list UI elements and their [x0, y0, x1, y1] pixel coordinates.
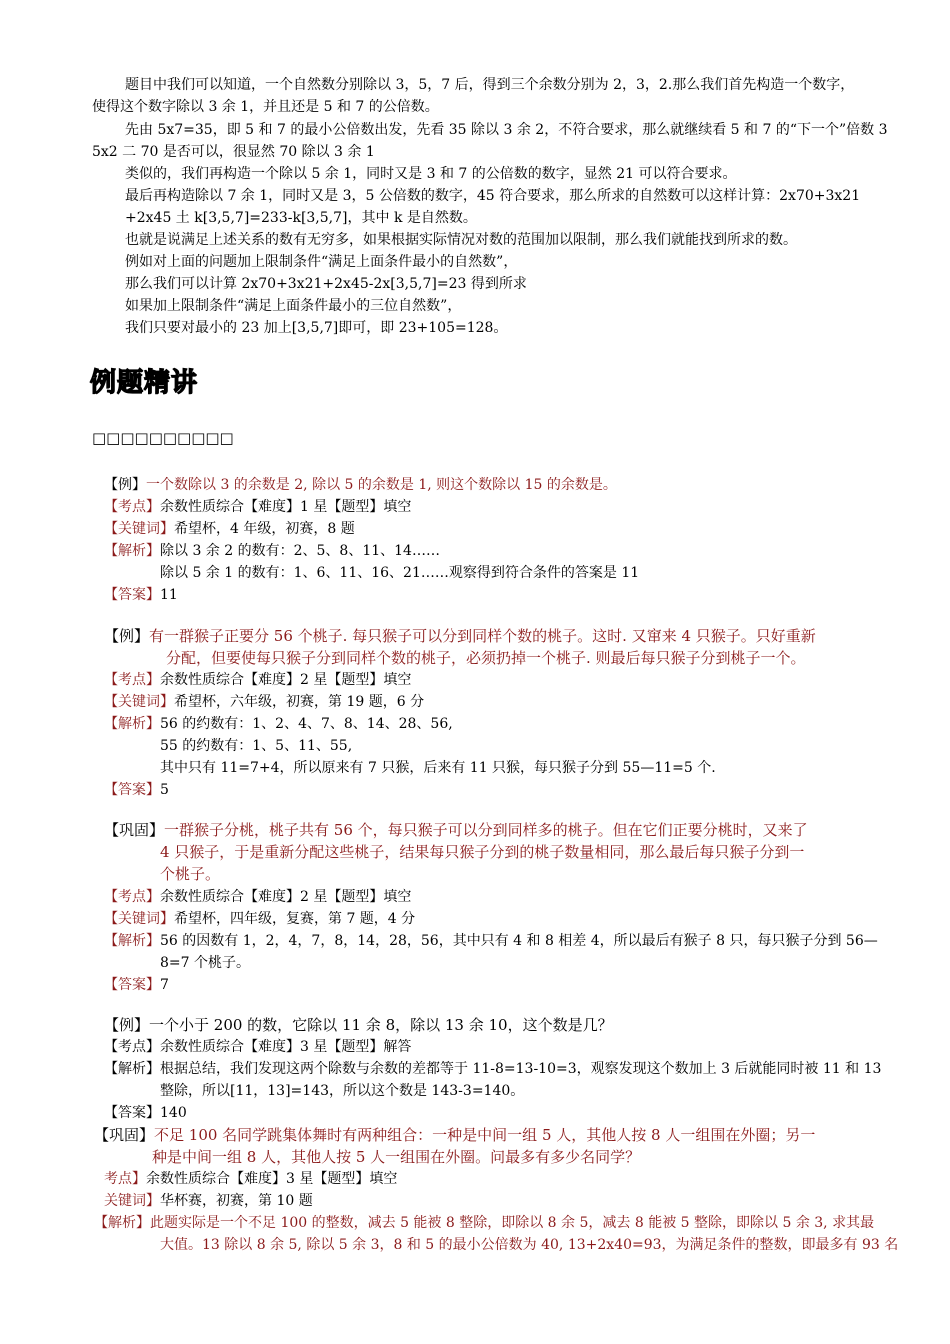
gg1-answer-tag: 【答案】: [104, 977, 160, 993]
ex2-keywords-tag: 【关键词】: [104, 694, 174, 710]
gg2-analysis-tag: 【解析】: [94, 1215, 150, 1231]
gg1-kaodian: 余数性质综合【难度】2 星【题型】填空: [160, 889, 412, 905]
ex3-answer: 140: [160, 1105, 187, 1121]
ex2-answer: 5: [160, 782, 169, 798]
ex3-analysis-1: 根据总结，我们发现这两个除数与余数的差都等于 11-8=13-10=3，观察发现这个数加上 3 后就能同时被 11 和 13: [160, 1061, 882, 1077]
ex2-question-line-1: [104, 627, 816, 645]
ex3-question-line: [104, 1016, 613, 1034]
intro-line-5: 类似的，我们再构造一个除以 5 余 1，同时又是 3 和 7 的公倍数的数字，显然 21 可以符合要求。: [125, 166, 737, 182]
gg2-kaodian-tag: 考点】: [104, 1171, 146, 1187]
gg2-keywords-tag: 关键词】: [104, 1193, 160, 1209]
ex2-keywords: 希望杯，六年级，初赛，第 19 题，6 分: [174, 694, 425, 710]
intro-line-10: 那么我们可以计算 2x70+3x21+2x45-2x[3,5,7]=23 得到所求: [125, 276, 527, 292]
gg2-question-line-1: [94, 1126, 815, 1144]
ex1-analysis-line-1: [104, 542, 440, 560]
ex3-analysis-tag: 【解析】: [104, 1061, 160, 1077]
ex2-analysis-tag: 【解析】: [104, 716, 160, 732]
gg1-kaodian-tag: 【考点】: [104, 889, 160, 905]
ex3-analysis-line-1: [104, 1060, 881, 1078]
ex2-answer-tag: 【答案】: [104, 782, 160, 798]
ex3-kaodian: 余数性质综合【难度】3 星【题型】解答: [160, 1039, 412, 1055]
ex1-analysis-1: 除以 3 余 2 的数有：2、5、8、11、14……: [160, 543, 440, 559]
ex3-kaodian-tag: 【考点】: [104, 1039, 160, 1055]
gg1-kaodian-line: [104, 888, 411, 906]
ex3-kaodian-line: [104, 1038, 411, 1056]
ex2-kaodian: 余数性质综合【难度】2 星【题型】填空: [160, 672, 412, 688]
gg2-analysis-line-2: 大值。13 除以 8 余 5, 除以 5 余 3，8 和 5 的最小公倍数为 40, 13+2x40=93，为满足条件的整数，即最多有 93 名: [160, 1237, 899, 1253]
ex2-keywords-line: [104, 693, 424, 711]
ex1-keywords-tag: 【关键词】: [104, 521, 174, 537]
gg2-kaodian-line: [104, 1170, 397, 1188]
ex1-answer-line: [104, 586, 178, 604]
intro-line-3: 先由 5x7=35，即 5 和 7 的最小公倍数出发，先看 35 除以 3 余 2，不符合要求，那么就继续看 5 和 7 的“下一个”倍数 3: [125, 122, 888, 138]
gg1-analysis-line-2: 8=7 个桃子。: [160, 955, 250, 971]
ex2-kaodian-line: [104, 671, 411, 689]
ex1-question-line: [104, 476, 617, 494]
gg1-question-1: 一群猴子分桃，桃子共有 56 个，每只猴子可以分到同样多的桃子。但在它们正要分桃时，又来了: [164, 821, 808, 839]
intro-line-9: 例如对上面的问题加上限制条件“满足上面条件最小的自然数”，: [125, 254, 518, 270]
intro-line-11: 如果加上限制条件“满足上面条件最小的三位自然数”，: [125, 298, 462, 314]
ex2-answer-line: [104, 781, 169, 799]
ex1-answer: 11: [160, 587, 178, 603]
gg2-question-line-2: 种是中间一组 8 人，其他人按 5 人一组围在外圈。问最多有多少名同学？: [152, 1148, 641, 1166]
ex2-question-1: 有一群猴子正要分 56 个桃子. 每只猴子可以分到同样个数的桃子。这时. 又窜来 4 只猴子。只好重新: [149, 627, 816, 645]
ex2-analysis-line-2: 55 的约数有：1、5、11、55,: [160, 738, 353, 754]
ex3-answer-tag: 【答案】: [104, 1105, 160, 1121]
ex2-analysis-1: 56 的约数有：1、2、4、7、8、14、28、56,: [160, 716, 453, 732]
gg1-keywords-line: [104, 910, 415, 928]
ex3-answer-line: [104, 1104, 187, 1122]
gg2-keywords-line: [104, 1192, 313, 1210]
gg2-kaodian: 余数性质综合【难度】3 星【题型】填空: [146, 1171, 398, 1187]
ex1-question: 一个数除以 3 的余数是 2, 除以 5 的余数是 1, 则这个数除以 15 的余数是。: [146, 477, 617, 493]
gg1-analysis-1: 56 的因数有 1，2，4，7，8，14，28，56，其中只有 4 和 8 相差 4，所以最后有猴子 8 只，每只猴子分到 56—: [160, 933, 878, 949]
intro-line-2: 使得这个数字除以 3 余 1，并且还是 5 和 7 的公倍数。: [92, 99, 439, 115]
gg2-keywords: 华杯赛，初赛，第 10 题: [160, 1193, 313, 1209]
ex2-analysis-line-3: 其中只有 11=7+4，所以原来有 7 只猴，后来有 11 只猴，每只猴子分到 55—11=5 个.: [160, 760, 716, 776]
gg1-question-line-1: [104, 821, 808, 839]
intro-line-8: 也就是说满足上述关系的数有无穷多，如果根据实际情况对数的范围加以限制，那么我们就能找到所求的数。: [125, 232, 797, 248]
intro-line-6: 最后再构造除以 7 余 1，同时又是 3，5 公倍数的数字，45 符合要求，那么所求的自然数可以这样计算：2x70+3x21: [125, 188, 861, 204]
gg2-tag: 【巩固】: [94, 1126, 155, 1144]
ex1-tag: 【例】: [104, 477, 146, 493]
intro-line-12: 我们只要对最小的 23 加上[3,5,7]即可，即 23+105=128。: [125, 320, 508, 336]
gg1-analysis-line-1: [104, 932, 878, 950]
ex1-keywords-line: [104, 520, 355, 538]
intro-line-4: 5x2 二 70 是否可以，很显然 70 除以 3 余 1: [92, 144, 375, 160]
gg2-analysis-1: 此题实际是一个不足 100 的整数，减去 5 能被 8 整除，即除以 8 余 5，减去 8 能被 5 整除，即除以 5 余 3, 求其最: [150, 1215, 875, 1231]
ex1-kaodian-line: [104, 498, 411, 516]
ex1-kaodian-tag: 【考点】: [104, 499, 160, 515]
gg1-tag: 【巩固】: [104, 821, 165, 839]
ex2-tag: 【例】: [104, 627, 150, 645]
gg1-keywords-tag: 【关键词】: [104, 911, 174, 927]
gg1-question-line-3: 个桃子。: [160, 865, 221, 883]
gg1-question-line-2: 4 只猴子，于是重新分配这些桃子，结果每只猴子分到的桃子数量相同，那么最后每只猴子分到一: [160, 843, 805, 861]
ex3-analysis-line-2: 整除，所以[11，13]=143，所以这个数是 143-3=140。: [160, 1083, 525, 1099]
intro-line-7: +2x45 土 k[3,5,7]=233-k[3,5,7]，其中 k 是自然数。: [125, 210, 477, 226]
gg1-answer-line: [104, 976, 169, 994]
gg1-analysis-tag: 【解析】: [104, 933, 160, 949]
ex1-keywords: 希望杯，4 年级，初赛，8 题: [174, 521, 355, 537]
ex3-tag: 【例】: [104, 1016, 150, 1034]
ex2-kaodian-tag: 【考点】: [104, 672, 160, 688]
gg1-answer: 7: [160, 977, 169, 993]
section-title: 例题精讲: [90, 368, 199, 398]
ex1-answer-tag: 【答案】: [104, 587, 160, 603]
ex1-analysis-tag: 【解析】: [104, 543, 160, 559]
ex3-question: 一个小于 200 的数，它除以 11 余 8，除以 13 余 10，这个数是几？: [149, 1016, 613, 1034]
ex1-kaodian: 余数性质综合【难度】1 星【题型】填空: [160, 499, 412, 515]
placeholder-boxes: □□□□□□□□□□: [92, 429, 234, 447]
gg2-question-1: 不足 100 名同学跳集体舞时有两种组合：一种是中间一组 5 人，其他人按 8 人一组围在外圈；另一: [154, 1126, 816, 1144]
ex1-analysis-line-2: 除以 5 余 1 的数有：1、6、11、16、21……观察得到符合条件的答案是 11: [160, 565, 640, 581]
intro-line-1: 题目中我们可以知道，一个自然数分别除以 3，5，7 后，得到三个余数分别为 2，3，2.那么我们首先构造一个数字，: [125, 77, 855, 93]
gg1-keywords: 希望杯，四年级，复赛，第 7 题，4 分: [174, 911, 416, 927]
ex2-analysis-line-1: [104, 715, 453, 733]
ex2-question-line-2: 分配，但要使每只猴子分到同样个数的桃子，必须扔掉一个桃子. 则最后每只猴子分到桃子一个。: [166, 649, 806, 667]
gg2-analysis-line-1: [94, 1214, 874, 1232]
